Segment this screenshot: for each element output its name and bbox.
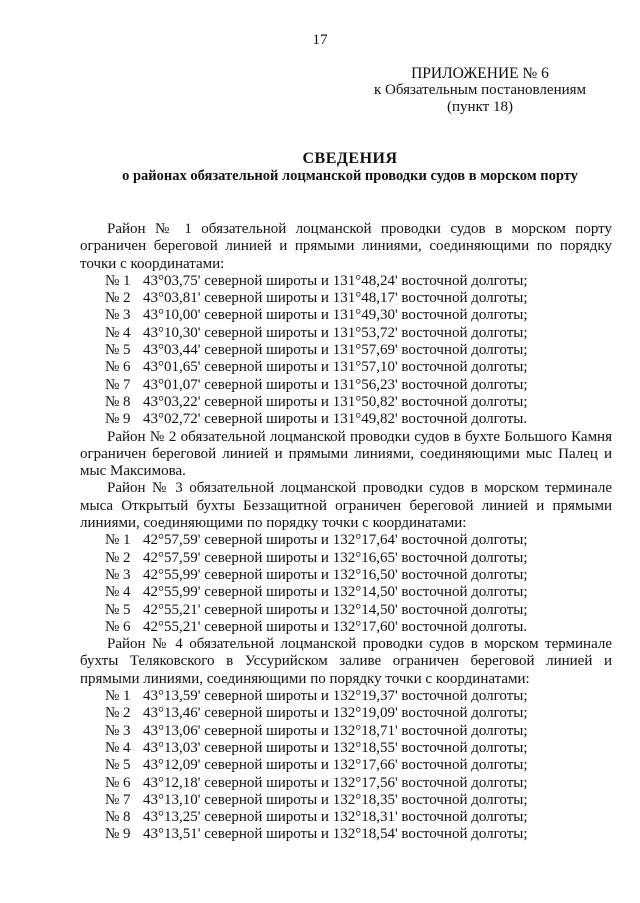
- point-number: № 7: [105, 791, 131, 808]
- point-number: № 4: [105, 584, 131, 601]
- point-coordinates: 42°55,21' северной широты и 132°14,50' восточной долготы;: [143, 601, 528, 618]
- district-4-point: [80, 757, 612, 774]
- point-number: № 1: [105, 688, 131, 705]
- point-number: № 6: [105, 774, 131, 791]
- district-1-point: [80, 359, 612, 376]
- point-coordinates: 43°13,06' северной широты и 132°18,71' восточной долготы;: [143, 722, 528, 739]
- point-coordinates: 43°10,00' северной широты и 131°49,30' восточной долготы;: [143, 307, 528, 324]
- point-number: № 5: [105, 342, 131, 359]
- point-number: № 6: [105, 359, 131, 376]
- point-coordinates: 43°01,07' северной широты и 131°56,23' восточной долготы;: [143, 376, 528, 393]
- district-1-point: [80, 377, 612, 394]
- district-1-description: Район № 1 обязательной лоцманской проводки судов в морском порту ограничен береговой линией и прямыми линиями, соединяющими по порядку точки с координатами:: [80, 221, 612, 272]
- point-coordinates: 42°55,99' северной широты и 132°14,50' восточной долготы;: [143, 584, 528, 601]
- district-3-description: Район № 3 обязательной лоцманской проводки судов в морском терминале мыса Открытый бухты Беззащитной ограничен береговой линией и прямыми линиями, соединяющими по порядку точки с координатами:: [80, 480, 612, 532]
- point-number: № 4: [105, 324, 131, 341]
- district-3-point: [80, 532, 612, 549]
- district-2-description: Район № 2 обязательной лоцманской проводки судов в бухте Большого Камня ограничен береговой линией и прямыми линиями, соединяющими мыс Палец и мыс Максимова.: [80, 428, 612, 480]
- district-1-point: [80, 411, 612, 428]
- document-title: СВЕДЕНИЯ: [302, 150, 398, 167]
- district-1-point: [80, 290, 612, 307]
- point-coordinates: 43°12,09' северной широты и 132°17,66' восточной долготы;: [143, 757, 528, 774]
- district-4-point: [80, 775, 612, 792]
- point-number: № 8: [105, 393, 131, 410]
- district-3-point: [80, 550, 612, 567]
- point-coordinates: 43°10,30' северной широты и 131°53,72' восточной долготы;: [143, 324, 528, 341]
- point-coordinates: 43°12,18' северной широты и 132°17,56' восточной долготы;: [143, 774, 528, 791]
- district-3-point: [80, 602, 612, 619]
- point-number: № 3: [105, 307, 131, 324]
- district-1-point: [80, 342, 612, 359]
- point-number: № 3: [105, 566, 131, 583]
- point-coordinates: 43°03,75' северной широты и 131°48,24' восточной долготы;: [143, 272, 528, 289]
- point-coordinates: 42°57,59' северной широты и 132°16,65' восточной долготы;: [143, 549, 528, 566]
- district-1-point: [80, 307, 612, 324]
- point-number: № 9: [105, 826, 131, 843]
- district-4-point: [80, 688, 612, 705]
- point-coordinates: 43°13,51' северной широты и 132°18,54' восточной долготы;: [143, 826, 528, 843]
- page-number: 17: [312, 32, 328, 48]
- point-number: № 1: [105, 272, 131, 289]
- appendix-header: [360, 65, 600, 116]
- point-coordinates: 43°03,22' северной широты и 131°50,82' восточной долготы;: [143, 393, 528, 410]
- point-coordinates: 43°13,03' северной широты и 132°18,55' восточной долготы;: [143, 739, 528, 756]
- district-1-point: [80, 325, 612, 342]
- district-3-point: [80, 619, 612, 636]
- point-coordinates: 43°13,25' северной широты и 132°18,31' восточной долготы;: [143, 809, 528, 826]
- appendix-title: ПРИЛОЖЕНИЕ № 6: [411, 65, 549, 82]
- district-1-point: [80, 273, 612, 290]
- point-number: № 2: [105, 549, 131, 566]
- point-number: № 2: [105, 290, 131, 307]
- point-number: № 7: [105, 376, 131, 393]
- point-number: № 5: [105, 757, 131, 774]
- point-number: № 5: [105, 601, 131, 618]
- point-coordinates: 43°13,59' северной широты и 132°19,37' восточной долготы;: [143, 688, 528, 705]
- district-3-point: [80, 584, 612, 601]
- district-4-point: [80, 705, 612, 722]
- point-number: № 3: [105, 722, 131, 739]
- point-coordinates: 42°55,21' северной широты и 132°17,60' восточной долготы.: [143, 618, 528, 635]
- point-number: № 1: [105, 532, 131, 549]
- district-4-point: [80, 826, 612, 843]
- point-number: № 4: [105, 739, 131, 756]
- district-4-point: [80, 809, 612, 826]
- district-4-description: Район № 4 обязательной лоцманской проводки судов в морском терминале бухты Теляковского в Уссурийском заливе ограничен береговой линией и прямыми линиями, соединяющими по порядку точки с координатами:: [80, 636, 612, 687]
- appendix-clause: (пункт 18): [447, 99, 513, 115]
- district-4-point: [80, 740, 612, 757]
- point-coordinates: 43°01,65' северной широты и 131°57,10' восточной долготы;: [143, 359, 528, 376]
- document-body: [80, 221, 612, 844]
- district-3-point: [80, 567, 612, 584]
- point-coordinates: 43°13,10' северной широты и 132°18,35' восточной долготы;: [143, 791, 528, 808]
- point-coordinates: 42°57,59' северной широты и 132°17,64' восточной долготы;: [143, 532, 528, 549]
- point-coordinates: 43°02,72' северной широты и 131°49,82' восточной долготы.: [143, 411, 528, 428]
- document-subtitle: о районах обязательной лоцманской проводки судов в морском порту: [122, 168, 578, 184]
- point-number: № 2: [105, 705, 131, 722]
- district-4-point: [80, 792, 612, 809]
- point-coordinates: 43°13,46' северной широты и 132°19,09' восточной долготы;: [143, 705, 528, 722]
- point-coordinates: 43°03,81' северной широты и 131°48,17' восточной долготы;: [143, 290, 528, 307]
- district-4-point: [80, 723, 612, 740]
- point-coordinates: 43°03,44' северной широты и 131°57,69' восточной долготы;: [143, 342, 528, 359]
- point-coordinates: 42°55,99' северной широты и 132°16,50' восточной долготы;: [143, 566, 528, 583]
- appendix-reference: к Обязательным постановлениям: [373, 82, 587, 98]
- point-number: № 9: [105, 411, 131, 428]
- point-number: № 8: [105, 809, 131, 826]
- point-number: № 6: [105, 618, 131, 635]
- district-1-point: [80, 394, 612, 411]
